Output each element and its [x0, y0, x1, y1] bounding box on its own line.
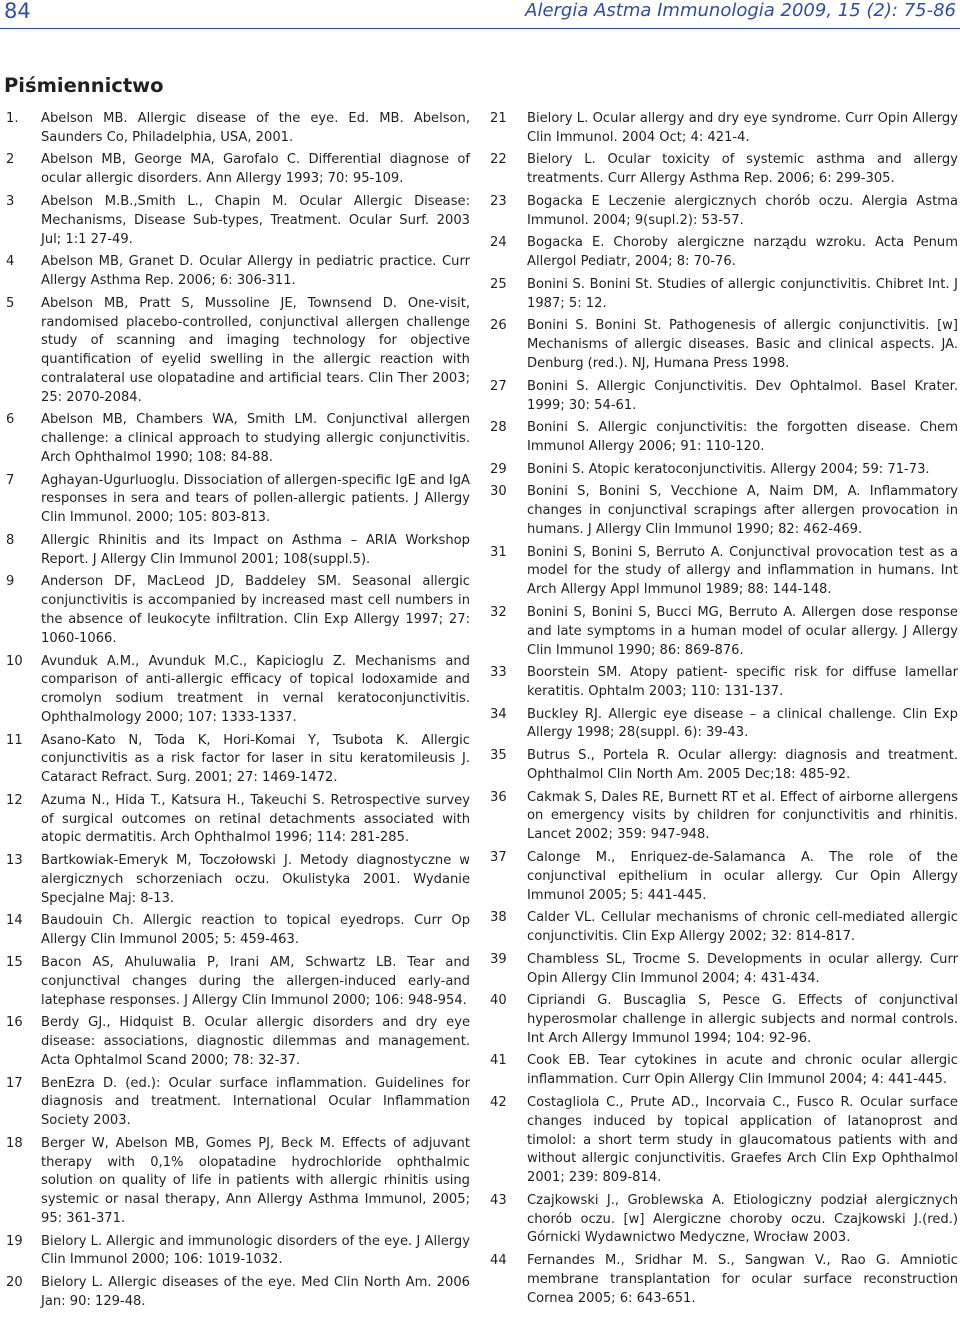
reference-item [490, 1094, 958, 1188]
reference-text: Calder VL. Cellular mechanisms of chronic cell-mediated allergic conjunctivitis. Clin Exp Allergy 2002; 32: 814-817. [527, 910, 958, 945]
reference-item [490, 544, 958, 600]
reference-text: Boorstein SM. Atopy patient- specific risk for diffuse lamellar keratitis. Ophtalm 2003; 110: 131-137. [527, 665, 958, 699]
reference-number: 8 [6, 532, 15, 548]
reference-number: 4 [6, 254, 15, 270]
reference-item [490, 461, 958, 480]
reference-item [6, 193, 470, 249]
reference-number: 23 [490, 193, 507, 209]
reference-text: Abelson MB, Granet D. Ocular Allergy in pediatric practice. Curr Allergy Asthma Rep. 2006; 6: 306-311. [41, 254, 470, 289]
reference-item [490, 1052, 958, 1090]
reference-text: Anderson DF, MacLeod JD, Baddeley SM. Seasonal allergic conjunctivitis is accompanied by increased mast cell numbers in the absence of leukocyte infiltration. Clin Exp Allergy 1997; 27: 1060-1066. [41, 574, 470, 646]
reference-number: 22 [490, 152, 507, 168]
journal-citation: Alergia Astma Immunologia 2009, 15 (2): 75-86 [525, 0, 956, 21]
reference-number: 33 [490, 665, 507, 681]
reference-text: Azuma N., Hida T., Katsura H., Takeuchi S. Retrospective survey of surgical outcomes on retinal detachments associated with atopic dermatitis. Arch Ophthalmol 1996; 114: 281-285. [41, 792, 470, 846]
reference-text: Bogacka E Leczenie alergicznych chorób oczu. Alergia Astma Immunol. 2004; 9(supl.2): 53-57. [527, 193, 958, 228]
reference-item [6, 792, 470, 848]
reference-text: Cook EB. Tear cytokines in acute and chronic ocular allergic inflammation. Curr Opin Allergy Clin Immunol 2004; 4: 441-445. [527, 1053, 958, 1088]
reference-number: 44 [490, 1253, 507, 1269]
reference-number: 14 [6, 913, 23, 929]
reference-text: Bonini S. Atopic keratoconjunctivitis. Allergy 2004; 59: 71-73. [527, 461, 930, 477]
reference-text: Chambless SL, Trocme S. Developments in ocular allergy. Curr Opin Allergy Clin Immunol 2004; 4: 431-434. [527, 951, 958, 986]
reference-text: Aghayan-Ugurluoglu. Dissociation of allergen-specific IgE and IgA responses in sera and tears of pollen-allergic patients. J Allergy Clin Immunol. 2000; 105: 803-813. [41, 472, 470, 526]
reference-text: Fernandes M., Sridhar M. S., Sangwan V., Rao G. Amniotic membrane transplantation for ocular surface reconstruction Cornea 2005; 6: 643-651. [527, 1253, 958, 1306]
reference-text: Bielory L. Ocular toxicity of systemic asthma and allergy treatments. Curr Allergy Asthma Rep. 2006; 6: 299-305. [527, 152, 958, 187]
page-number: 84 [4, 0, 31, 23]
reference-item [6, 653, 470, 728]
reference-item [6, 1274, 470, 1312]
reference-item [6, 852, 470, 908]
reference-text: Czajkowski J., Groblewska A. Etiologiczny podział alergicznych chorób oczu. [w] Alergiczne choroby oczu. Czajkowski J.(red.) Górnicki Wydawnictwo Medyczne, Wrocław 2003. [527, 1192, 958, 1246]
reference-number: 12 [6, 792, 23, 808]
reference-item [6, 151, 470, 189]
reference-text: Bielory L. Allergic and immunologic disorders of the eye. J Allergy Clin Immunol 2000; 106: 1019-1032. [41, 1233, 470, 1268]
reference-number: 43 [490, 1192, 507, 1208]
reference-text: Cakmak S, Dales RE, Burnett RT et al. Effect of airborne allergens on emergency visits by children for conjunctivitis and rhinitis. Lancet 2002; 359: 947-948. [527, 789, 958, 843]
reference-item [490, 664, 958, 702]
reference-text: Avunduk A.M., Avunduk M.C., Kapicioglu Z. Mechanisms and comparison of anti-allergic efficacy of topical lodoxamide and cromolyn sodium treatment in vernal keratoconjunctivitis. Ophthalmology 2000; 107: 1333-1337. [41, 653, 470, 725]
reference-number: 36 [490, 789, 507, 805]
reference-number: 28 [490, 420, 507, 436]
reference-text: Abelson MB, George MA, Garofalo C. Differential diagnose of ocular allergic disorders. Ann Allergy 1993; 70: 95-109. [41, 152, 470, 187]
reference-item [490, 849, 958, 905]
reference-item [490, 706, 958, 744]
reference-text: BenEzra D. (ed.): Ocular surface inflammation. Guidelines for diagnosis and treatment. International Ocular Inflammation Society 2003. [41, 1075, 470, 1129]
reference-number: 35 [490, 748, 507, 764]
reference-number: 27 [490, 378, 507, 394]
reference-number: 2 [6, 152, 15, 168]
reference-item [6, 532, 470, 570]
reference-number: 6 [6, 412, 15, 428]
reference-item [6, 1135, 470, 1229]
page-header [0, 0, 960, 29]
reference-item [490, 419, 958, 457]
reference-text: Calonge M., Enriquez-de-Salamanca A. The role of the conjunctival epithelium in ocular allergy. Cur Opin Allergy Immunol 2005; 5: 441-445. [527, 849, 958, 903]
reference-number: 7 [6, 472, 15, 488]
reference-text: Bonini S. Bonini St. Studies of allergic conjunctivitis. Chibret Int. J 1987; 5: 12. [527, 276, 958, 311]
reference-text: Cipriandi G. Buscaglia S, Pesce G. Effects of conjunctival hyperosmolar challenge in allergic subjects and normal controls. Int Arch Allergy Immunol 1994; 104: 92-96. [527, 993, 958, 1046]
reference-number: 29 [490, 461, 507, 477]
reference-number: 20 [6, 1275, 23, 1291]
reference-text: Bonini S, Bonini S, Vecchione A, Naim DM, A. Inflammatory changes in conjunctival scrapings after allergen provocation in humans. J Allergy Clin Immunol 1990; 82: 462-469. [527, 484, 958, 537]
reference-item [490, 951, 958, 989]
reference-number: 10 [6, 653, 23, 669]
reference-number: 41 [490, 1053, 507, 1069]
reference-text: Buckley RJ. Allergic eye disease – a clinical challenge. Clin Exp Allergy 1998; 28(suppl. 6): 39-43. [527, 706, 958, 741]
reference-text: Abelson M.B.,Smith L., Chapin M. Ocular Allergic Disease: Mechanisms, Disease Sub-types, Treatment. Ocular Surf. 2003 Jul; 1:1 27-49. [41, 193, 470, 247]
reference-text: Bonini S, Bonini S, Berruto A. Conjunctival provocation test as a model for the study of allergy and inflammation in humans. Int Arch Allergy Appl Immunol 1989; 88: 144-148. [527, 544, 958, 598]
reference-number: 42 [490, 1094, 507, 1110]
reference-item [490, 317, 958, 373]
reference-number: 39 [490, 951, 507, 967]
reference-number: 11 [6, 732, 23, 748]
reference-number: 16 [6, 1015, 23, 1031]
reference-text: Bonini S, Bonini S, Bucci MG, Berruto A. Allergen dose response and late symptoms in a human model of ocular allergy. J Allergy Clin Immunol 1990; 86: 869-876. [527, 604, 958, 658]
reference-number: 19 [6, 1233, 23, 1249]
reference-item [490, 1192, 958, 1248]
reference-number: 18 [6, 1135, 23, 1151]
reference-text: Costagliola C., Prute AD., Incorvaia C., Fusco R. Ocular surface changes induced by topical application of latanoprost and timolol: a short term study in glaucomatous patients with and without allergic conjunctivitis. Graefes Arch Clin Exp Ophthalmol 2001; 239: 809-814. [527, 1094, 958, 1186]
reference-item [6, 1075, 470, 1131]
reference-item [490, 604, 958, 660]
reference-item [6, 472, 470, 528]
reference-number: 9 [6, 574, 15, 590]
reference-text: Butrus S., Portela R. Ocular allergy: diagnosis and treatment. Ophthalmol Clin North Am. 2005 Dec;18: 485-92. [527, 748, 958, 782]
reference-text: Bielory L. Allergic diseases of the eye. Med Clin North Am. 2006 Jan: 90: 129-48. [41, 1275, 470, 1309]
section-title: Piśmiennictwo [4, 74, 164, 97]
reference-item [6, 732, 470, 788]
reference-item [490, 234, 958, 272]
reference-number: 15 [6, 954, 23, 970]
reference-text: Abelson MB, Chambers WA, Smith LM. Conjunctival allergen challenge: a clinical approach to studying allergic conjunctivitis. Arch Ophthalmol 1990; 108: 84-88. [41, 412, 470, 465]
reference-number: 30 [490, 484, 507, 500]
reference-text: Baudouin Ch. Allergic reaction to topical eyedrops. Curr Op Allergy Clin Immunol 2005; 5: 459-463. [41, 913, 470, 948]
reference-number: 5 [6, 295, 15, 311]
reference-item [490, 110, 958, 148]
reference-text: Bielory L. Ocular allergy and dry eye syndrome. Curr Opin Allergy Clin Immunol. 2004 Oct; 4: 421-4. [527, 111, 958, 145]
reference-number: 17 [6, 1075, 23, 1091]
reference-number: 34 [490, 706, 507, 722]
reference-item [6, 1233, 470, 1271]
reference-item [490, 747, 958, 785]
reference-number: 3 [6, 193, 15, 209]
reference-text: Bacon AS, Ahuluwalia P, Irani AM, Schwartz LB. Tear and conjunctival changes during the allergen-induced early-and latephase responses. J Allergy Clin Immunol 2000; 106: 948-954. [41, 954, 470, 1008]
reference-text: Bonini S. Bonini St. Pathogenesis of allergic conjunctivitis. [w] Mechanisms of allergic diseases. Basic and clinical aspects. JA. Denburg (red.). NJ, Humana Press 1998. [527, 318, 958, 372]
references-right-column [490, 110, 958, 1312]
reference-text: Allergic Rhinitis and its Impact on Asthma – ARIA Workshop Report. J Allergy Clin Immunol 2001; 108(suppl.5). [41, 532, 470, 567]
reference-item [6, 912, 470, 950]
reference-item [6, 954, 470, 1010]
reference-item [6, 253, 470, 291]
reference-item [490, 276, 958, 314]
reference-item [6, 411, 470, 467]
reference-number: 24 [490, 235, 507, 251]
reference-number: 21 [490, 111, 507, 126]
reference-text: Berdy GJ., Hidquist B. Ocular allergic disorders and dry eye disease: associations, diagnostic dilemmas and management. Acta Ophtalmol Scand 2000; 78: 32-37. [41, 1015, 470, 1068]
reference-item [490, 992, 958, 1048]
reference-number: 26 [490, 318, 507, 334]
reference-text: Berger W, Abelson MB, Gomes PJ, Beck M. Effects of adjuvant therapy with 0,1% olopatadine hydrochloride ophthalmic solution on quality of life in patients with allergic rhinitis using systemic or nasal therapy, Ann Allergy Asthma Immunol, 2005; 95: 361-371. [41, 1135, 470, 1226]
reference-text: Bonini S. Allergic conjunctivitis: the forgotten disease. Chem Immunol Allergy 2006; 91: 110-120. [527, 420, 958, 454]
reference-item [490, 789, 958, 845]
reference-item [490, 151, 958, 189]
reference-item [490, 378, 958, 416]
reference-item [6, 110, 470, 148]
reference-number: 32 [490, 604, 507, 620]
reference-number: 25 [490, 276, 507, 292]
reference-text: Bogacka E. Choroby alergiczne narządu wzroku. Acta Penum Allergol Pediatr, 2004; 8: 70-76. [527, 235, 958, 270]
reference-item [6, 295, 470, 408]
reference-item [490, 1252, 958, 1308]
reference-text: Abelson MB. Allergic disease of the eye. Ed. MB. Abelson, Saunders Co, Philadelphia, USA, 2001. [41, 111, 470, 145]
reference-item [6, 1014, 470, 1070]
reference-text: Bartkowiak-Emeryk M, Toczołowski J. Metody diagnostyczne w alergicznych schorzeniach oczu. Okulistyka 2001. Wydanie Specjalne Maj: 8-13. [41, 853, 470, 906]
reference-item [6, 573, 470, 648]
reference-number: 38 [490, 910, 507, 926]
references-left-column [6, 110, 470, 1316]
reference-text: Bonini S. Allergic Conjunctivitis. Dev Ophtalmol. Basel Krater. 1999; 30: 54-61. [527, 378, 958, 413]
reference-number: 13 [6, 853, 23, 869]
reference-item [490, 483, 958, 539]
reference-item [490, 193, 958, 231]
reference-number: 40 [490, 993, 507, 1009]
reference-number: 31 [490, 544, 507, 560]
reference-number: 37 [490, 849, 507, 865]
reference-text: Asano-Kato N, Toda K, Hori-Komai Y, Tsubota K. Allergic conjunctivitis as a risk factor for laser in situ keratomileusis J. Cataract Refract. Surg. 2001; 27: 1469-1472. [41, 732, 470, 786]
reference-item [490, 909, 958, 947]
reference-text: Abelson MB, Pratt S, Mussoline JE, Townsend D. One-visit, randomised placebo-controlled, conjunctival allergen challenge study of scanning and imaging technology for objective quantification of eyelid swelling in the allergic reaction with contralateral use olopatadine and artificial tears. Clin Ther 2003; 25: 2070-2084. [41, 295, 470, 405]
reference-number: 1. [6, 111, 19, 126]
